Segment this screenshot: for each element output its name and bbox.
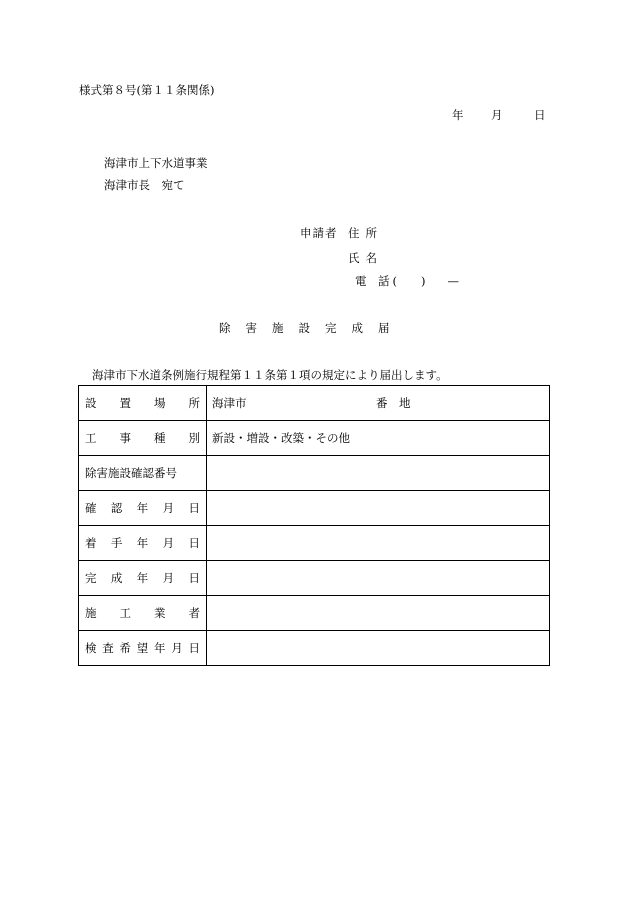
location-value <box>212 395 549 411</box>
name-label: 氏名 <box>348 251 383 265</box>
row-label-char: 置 <box>119 396 131 410</box>
row-label-char: 認 <box>110 501 123 515</box>
row-label-char: 月 <box>171 641 183 655</box>
row-label <box>85 465 200 481</box>
row-label-char: 着 <box>85 536 97 550</box>
row-label-char: 年 <box>154 641 166 655</box>
row-value-text: 新設・増設・改築・その他 <box>212 431 350 445</box>
address-label: 住所 <box>348 226 383 240</box>
row-label-char: 除害施設確認番号 <box>85 466 177 480</box>
row-label-char: 日 <box>188 501 200 515</box>
table-row <box>79 631 550 666</box>
row-label-char: 日 <box>188 641 200 655</box>
row-label-char: 所 <box>188 396 200 410</box>
table-row <box>79 491 550 526</box>
row-label-char: 施 <box>85 606 97 620</box>
location-lot-label: 番 地 <box>376 396 411 410</box>
row-label-char: 希 <box>119 641 131 655</box>
date-line <box>452 107 546 123</box>
row-label <box>85 535 200 551</box>
table-row <box>79 386 550 421</box>
row-label <box>85 605 200 621</box>
date-day-label: 日 <box>534 108 546 122</box>
row-label-char: 工 <box>85 431 97 445</box>
row-label-char: 月 <box>162 571 175 585</box>
date-month-label: 月 <box>491 108 503 122</box>
row-label-char: 検 <box>85 641 97 655</box>
row-label-char: 成 <box>110 571 123 585</box>
row-label-char: 者 <box>188 606 200 620</box>
row-value-field[interactable] <box>207 456 550 491</box>
row-label-cell <box>79 491 207 526</box>
phone-dash: — <box>447 274 459 288</box>
row-label-char: 業 <box>154 606 166 620</box>
row-value-field[interactable] <box>207 526 550 561</box>
table-row <box>79 421 550 456</box>
phone-label-text: 電 話 <box>355 274 390 288</box>
row-label-char: 設 <box>85 396 97 410</box>
row-label-char: 日 <box>188 536 200 550</box>
table-row <box>79 456 550 491</box>
row-label-cell <box>79 456 207 491</box>
row-label-char: 確 <box>85 501 97 515</box>
phone-paren-close: ) <box>421 274 426 288</box>
addressee-organization: 海津市上下水道事業 <box>104 156 208 170</box>
row-label <box>85 640 200 656</box>
row-value-field[interactable] <box>207 596 550 631</box>
row-label-cell <box>79 421 207 456</box>
form-table <box>78 385 550 666</box>
row-label-char: 日 <box>188 571 200 585</box>
row-label-cell <box>79 596 207 631</box>
row-label <box>85 500 200 516</box>
document-body: 海津市下水道条例施行規程第１１条第１項の規定により届出します。 <box>92 368 448 382</box>
row-label-char: 査 <box>102 641 114 655</box>
row-label-cell <box>79 631 207 666</box>
row-label <box>85 570 200 586</box>
row-value-field[interactable] <box>207 491 550 526</box>
table-row <box>79 596 550 631</box>
row-label-cell <box>79 386 207 421</box>
row-label <box>85 430 200 446</box>
row-label-cell <box>79 561 207 596</box>
addressee-mayor: 海津市長 宛て <box>104 178 185 192</box>
row-label <box>85 395 200 411</box>
row-label-char: 年 <box>136 536 149 550</box>
table-row <box>79 561 550 596</box>
row-label-char: 場 <box>154 396 166 410</box>
row-label-char: 手 <box>110 536 123 550</box>
row-value-field[interactable] <box>207 631 550 666</box>
row-label-char: 完 <box>85 571 97 585</box>
row-value-field[interactable] <box>207 386 550 421</box>
form-number: 様式第８号(第１１条関係) <box>79 83 215 97</box>
location-city: 海津市 <box>212 396 247 410</box>
row-label-char: 工 <box>119 606 131 620</box>
date-year-label: 年 <box>452 108 464 122</box>
document-title: 除害施設完成届 <box>219 321 405 335</box>
row-value-field[interactable] <box>207 561 550 596</box>
row-label-char: 別 <box>188 431 200 445</box>
row-value-field[interactable] <box>207 421 550 456</box>
row-label-cell <box>79 526 207 561</box>
row-label-char: 月 <box>162 501 175 515</box>
row-label-char: 事 <box>119 431 131 445</box>
row-label-char: 月 <box>162 536 175 550</box>
phone-paren-open: ( <box>392 274 397 288</box>
applicant-label: 申請者 <box>300 226 338 240</box>
phone-label <box>355 273 459 289</box>
row-label-char: 種 <box>154 431 166 445</box>
row-label-char: 年 <box>136 501 149 515</box>
row-label-char: 年 <box>136 571 149 585</box>
table-row <box>79 526 550 561</box>
row-label-char: 望 <box>136 641 149 655</box>
